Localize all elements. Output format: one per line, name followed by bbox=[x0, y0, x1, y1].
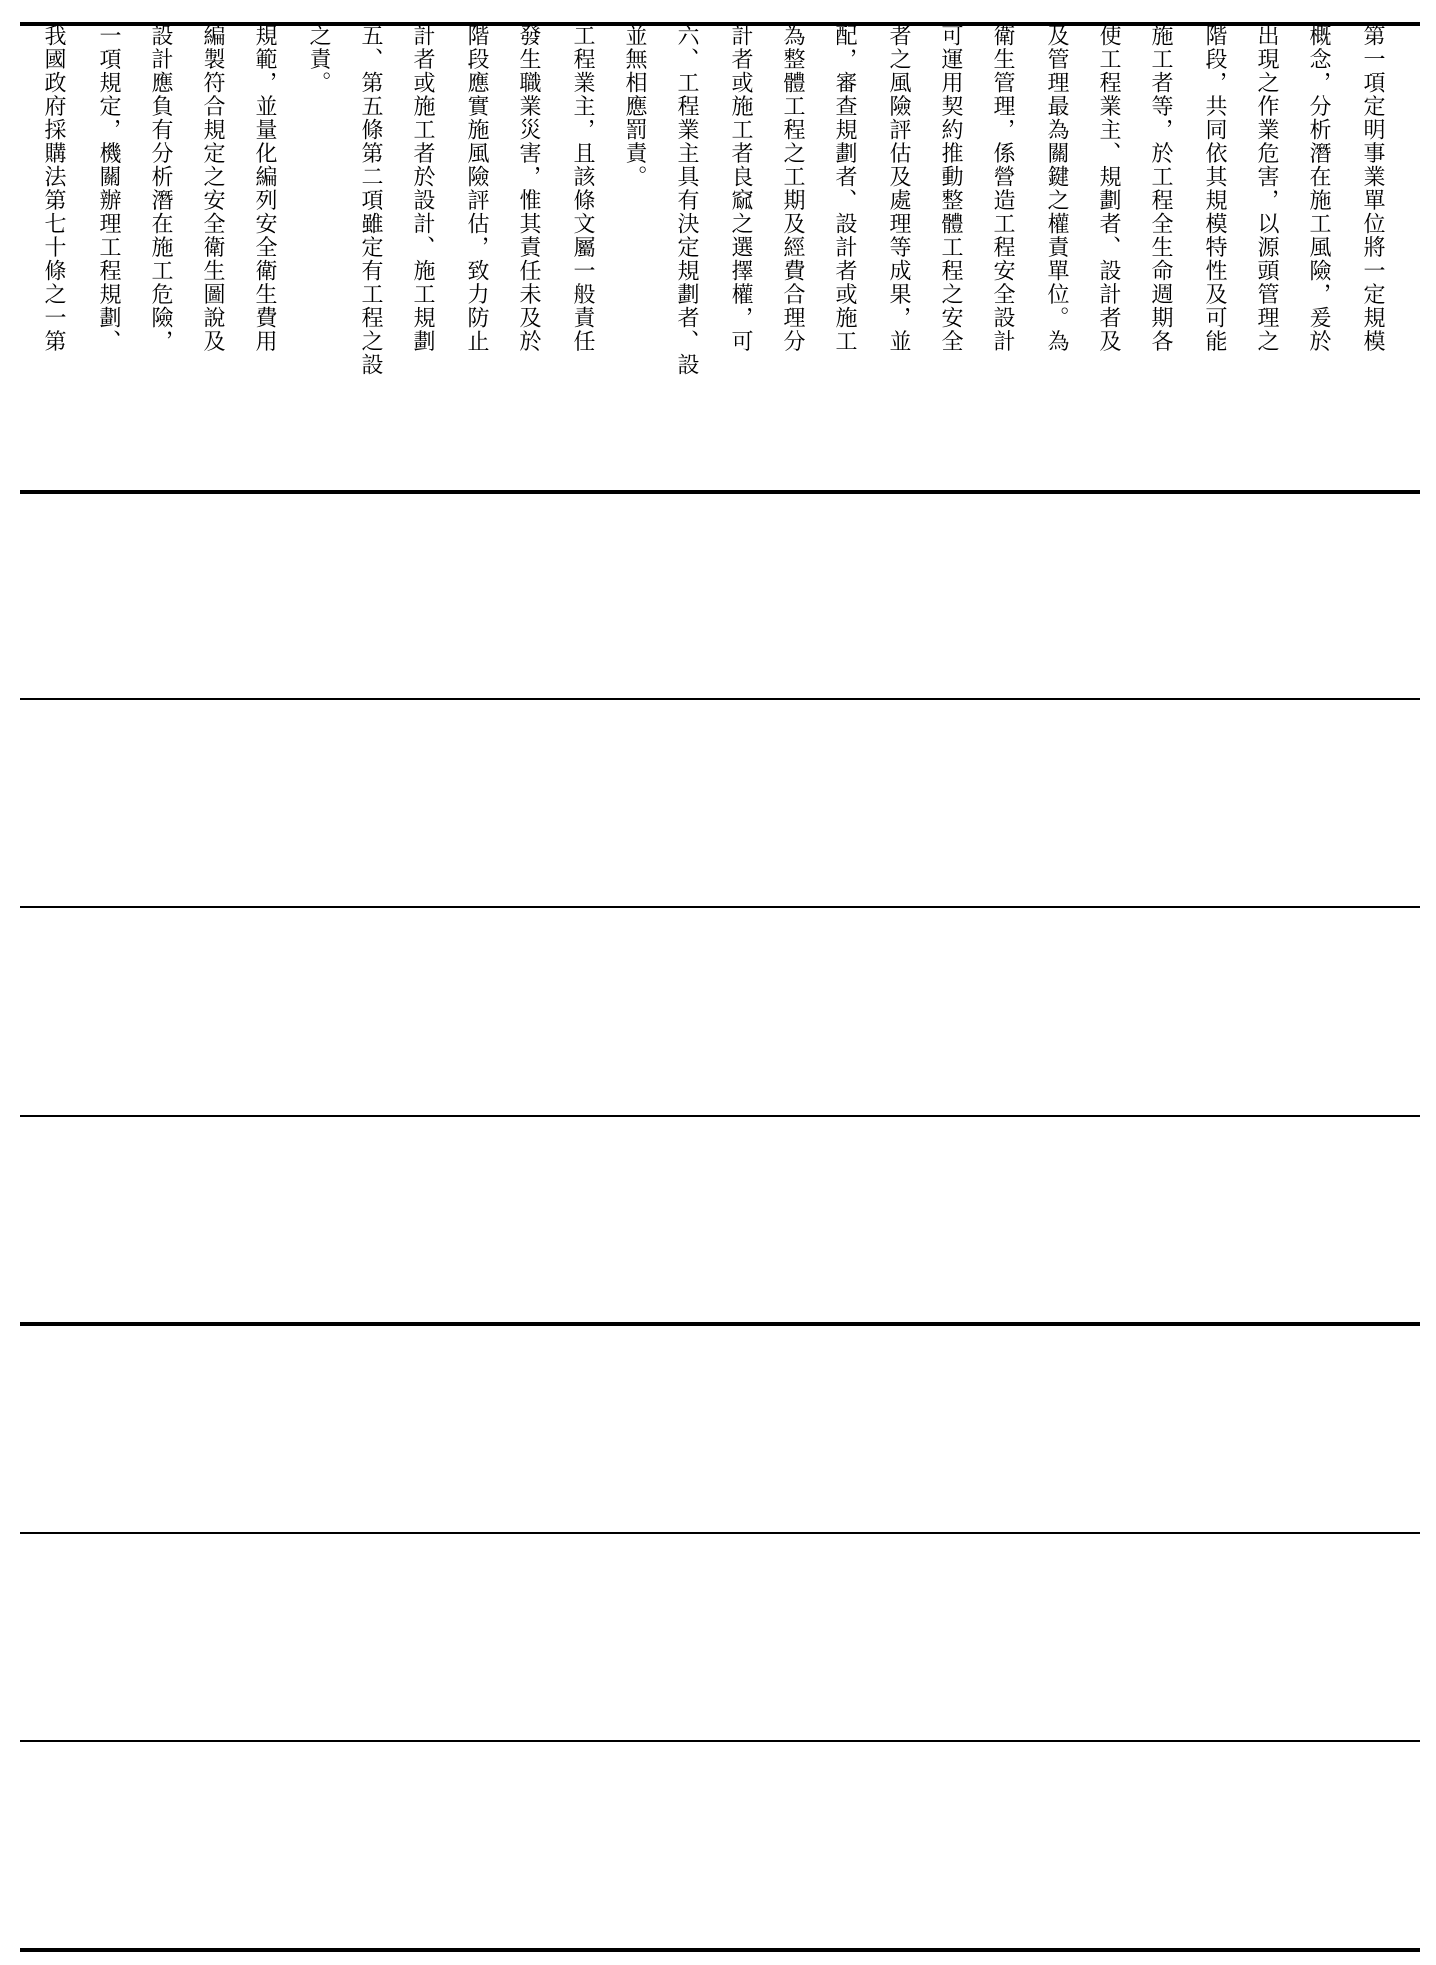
text-column: 配，審查規劃者、設計者或施工 bbox=[832, 24, 857, 353]
text-column: 五、第五條第二項雖定有工程之設 bbox=[358, 24, 383, 377]
text-column: 為整體工程之工期及經費合理分 bbox=[780, 24, 805, 353]
text-column: 概念，分析潛在施工風險，爰於 bbox=[1306, 24, 1331, 353]
text-column: 之責。 bbox=[306, 24, 331, 95]
text-column: 施工者等，於工程全生命週期各 bbox=[1148, 24, 1173, 353]
text-column: 計者或施工者於設計、施工規劃 bbox=[410, 24, 435, 353]
text-column: 第一項定明事業單位將一定規模 bbox=[1360, 24, 1385, 353]
text-column: 階段，共同依其規模特性及可能 bbox=[1202, 24, 1227, 353]
empty-row bbox=[20, 700, 1420, 906]
empty-row bbox=[20, 1117, 1420, 1322]
text-column: 發生職業災害，惟其責任未及於 bbox=[516, 24, 541, 353]
empty-row bbox=[20, 908, 1420, 1115]
text-column: 及管理最為關鍵之權責單位。為 bbox=[1044, 24, 1069, 353]
text-column: 計者或施工者良窳之選擇權，可 bbox=[728, 24, 753, 353]
text-column: 編製符合規定之安全衛生圖說及 bbox=[200, 24, 225, 353]
text-column: 並無相應罰責。 bbox=[622, 24, 647, 189]
text-column: 工程業主，且該條文屬一般責任 bbox=[570, 24, 595, 353]
text-column: 使工程業主、規劃者、設計者及 bbox=[1096, 24, 1121, 353]
text-column: 出現之作業危害，以源頭管理之 bbox=[1254, 24, 1279, 353]
text-column: 一項規定，機關辦理工程規劃、 bbox=[96, 24, 121, 353]
text-column: 可運用契約推動整體工程之安全 bbox=[938, 24, 963, 353]
text-column: 者之風險評估及處理等成果，並 bbox=[886, 24, 911, 353]
text-column: 設計應負有分析潛在施工危險， bbox=[148, 24, 173, 353]
empty-row bbox=[20, 1534, 1420, 1740]
text-column: 階段應實施風險評估，致力防止 bbox=[464, 24, 489, 353]
text-column: 規範，並量化編列安全衛生費用 bbox=[252, 24, 277, 353]
text-column: 衛生管理，係營造工程安全設計 bbox=[990, 24, 1015, 353]
table-bottom-border bbox=[20, 1948, 1420, 1952]
empty-row bbox=[20, 1326, 1420, 1532]
text-column: 六、工程業主具有決定規劃者、設 bbox=[674, 24, 699, 377]
empty-row bbox=[20, 494, 1420, 698]
text-column: 我國政府採購法第七十條之一第 bbox=[41, 24, 66, 353]
empty-row bbox=[20, 1742, 1420, 1948]
